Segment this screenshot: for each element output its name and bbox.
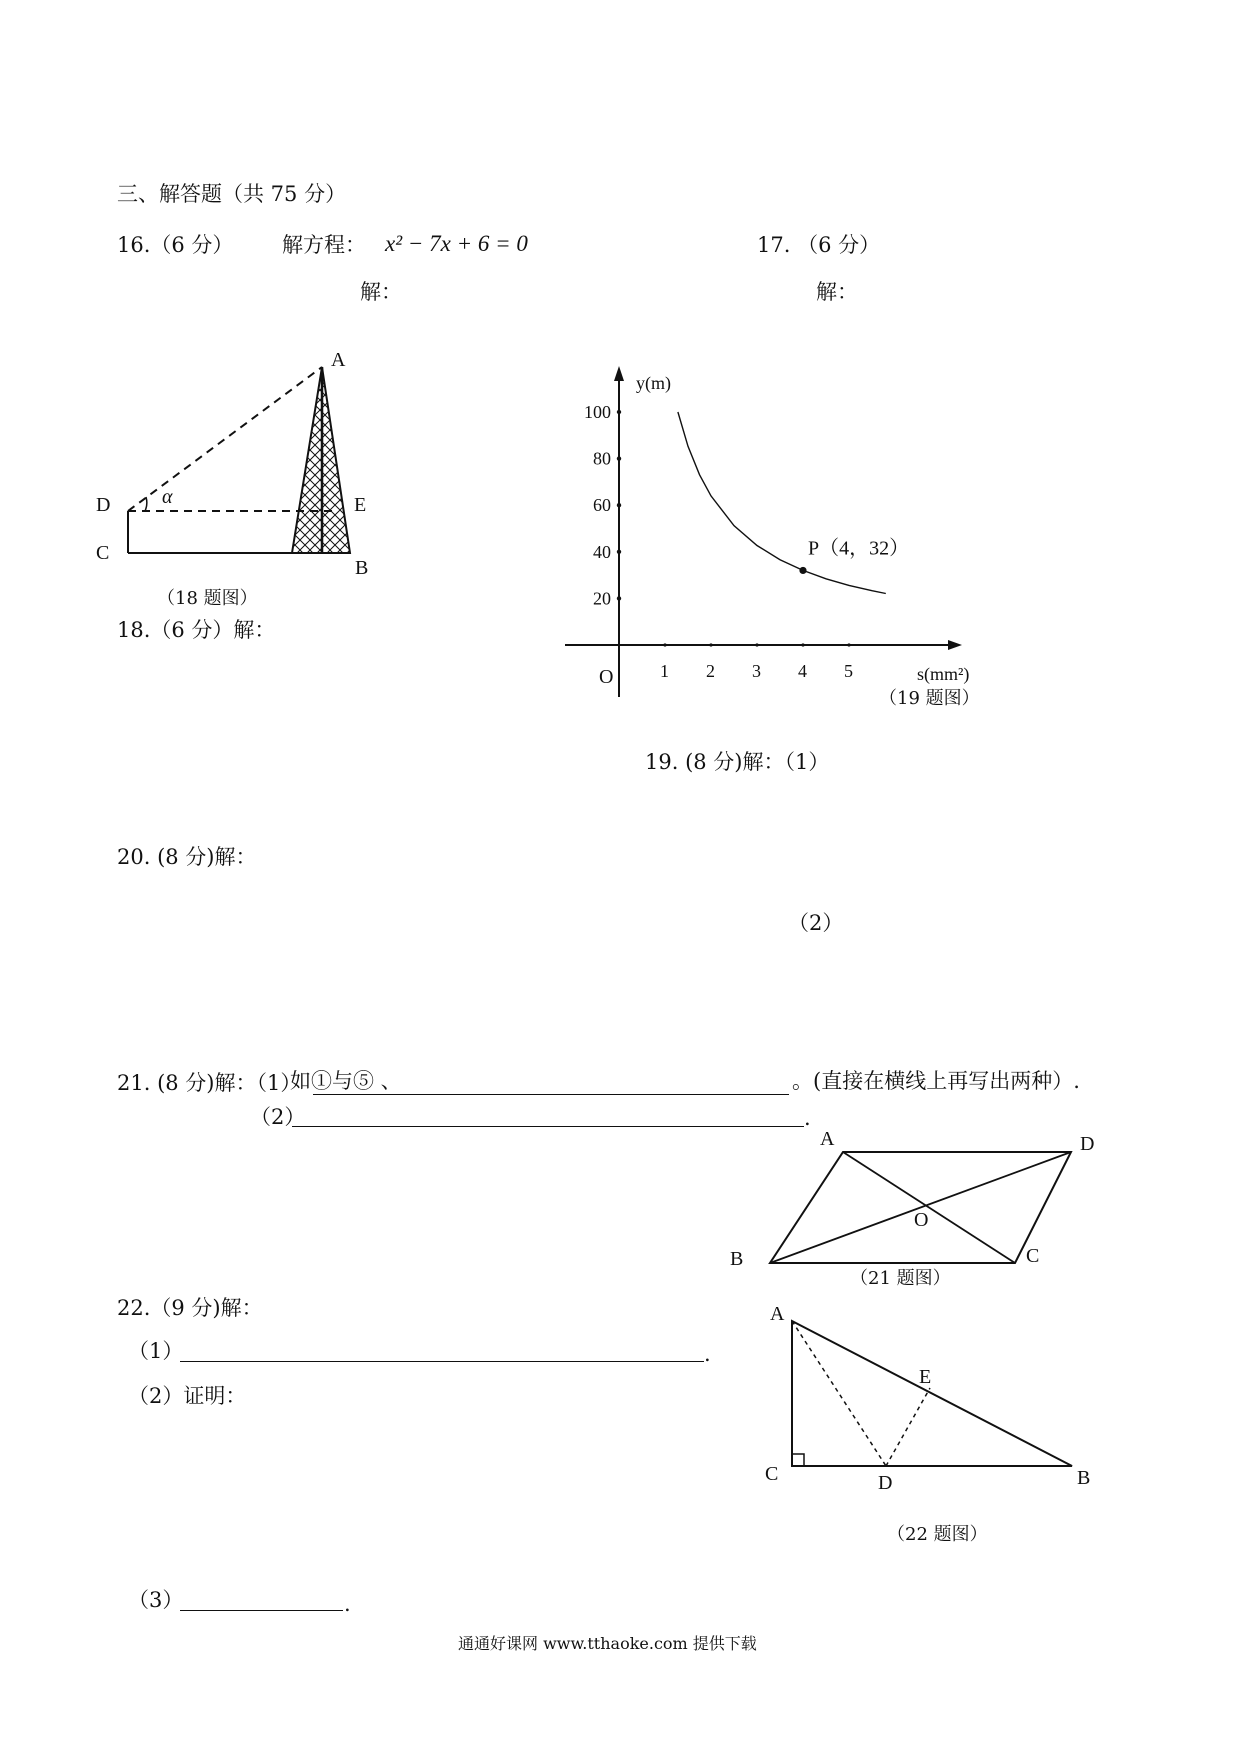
label-c: C — [765, 1463, 779, 1485]
x-axis-arrow — [948, 640, 962, 650]
label-e: E — [919, 1366, 932, 1388]
x-tick-2 — [709, 643, 712, 646]
label-e: E — [354, 494, 367, 516]
figure-21-parallelogram — [730, 1128, 1094, 1289]
q22-part1: （1） — [128, 1339, 184, 1363]
q21-head: 21. (8 分)解：（1） — [117, 1071, 302, 1095]
x-tick-label-4: 4 — [798, 661, 807, 681]
x-tick-4 — [801, 643, 804, 646]
y-tick-60 — [617, 503, 621, 507]
x-tick-label-2: 2 — [706, 661, 715, 681]
q18-head: 18.（6 分）解： — [117, 618, 276, 642]
label-b: B — [730, 1248, 744, 1270]
point-p — [799, 567, 806, 574]
q22-head: 22.（9 分)解： — [117, 1296, 263, 1320]
q21-part2-end: . — [804, 1106, 811, 1130]
x-tick-3 — [755, 643, 758, 646]
x-tick-label-3: 3 — [752, 661, 761, 681]
q22-part2: （2）证明： — [128, 1384, 247, 1408]
footer-note: 通通好课网 www.tthaoke.com 提供下载 — [458, 1634, 757, 1653]
section-title: 三、解答题（共 75 分） — [117, 182, 347, 206]
q22-part3-end: . — [344, 1592, 351, 1616]
q21-instruction: 。(直接在横线上再写出两种）. — [792, 1069, 1080, 1093]
dashed-de — [886, 1388, 930, 1466]
label-a: A — [331, 349, 346, 371]
figure-22-caption: （22 题图） — [887, 1524, 988, 1545]
label-c: C — [96, 542, 110, 564]
q20-head: 20. (8 分)解： — [117, 845, 257, 869]
q21-part2: （2） — [250, 1105, 306, 1129]
dashed-ad — [792, 1321, 886, 1466]
figure-18-tower — [96, 349, 368, 609]
label-a: A — [770, 1303, 785, 1325]
figure-18-caption: （18 题图） — [157, 588, 258, 609]
x-tick-1 — [663, 643, 666, 646]
y-tick-20 — [617, 596, 621, 600]
series-curve — [678, 412, 886, 594]
y-tick-40 — [617, 550, 621, 554]
q22-part1-end: . — [704, 1342, 711, 1366]
q16-task: 解方程： — [282, 233, 366, 257]
label-b: B — [355, 557, 369, 579]
y-tick-100 — [617, 410, 621, 414]
figure-21-caption: （21 题图） — [850, 1268, 951, 1289]
y-tick-label-80: 80 — [593, 448, 611, 469]
y-axis-label: y(m) — [636, 373, 671, 393]
label-d: D — [96, 494, 111, 516]
right-angle-mark — [792, 1454, 804, 1466]
q22-part3: （3） — [128, 1588, 184, 1612]
triangle-abc — [792, 1321, 1072, 1466]
y-tick-label-40: 40 — [593, 541, 611, 562]
q16-equation: x² − 7x + 6 = 0 — [385, 231, 528, 256]
y-tick-label-100: 100 — [584, 402, 611, 422]
label-c: C — [1026, 1245, 1040, 1267]
label-o: O — [914, 1209, 929, 1231]
q17-head: 17. （6 分） — [757, 233, 881, 257]
x-axis-label: s(mm²) — [917, 664, 970, 684]
figure-19-chart — [565, 366, 980, 709]
label-d: D — [1080, 1133, 1095, 1155]
origin-label: O — [599, 666, 614, 688]
figure-22-triangle — [765, 1303, 1090, 1545]
q19-head: 19. (8 分)解：（1） — [645, 750, 830, 774]
q16-answer-label: 解： — [360, 280, 402, 304]
y-tick-80 — [617, 456, 621, 460]
x-tick-5 — [847, 643, 850, 646]
point-p-label: P（4，32） — [808, 537, 910, 560]
q17-answer-label: 解： — [816, 280, 858, 304]
y-tick-label-60: 60 — [593, 495, 611, 516]
x-tick-label-5: 5 — [844, 661, 853, 681]
label-b: B — [1077, 1467, 1091, 1489]
label-alpha: α — [162, 486, 173, 508]
diagonal-ac — [843, 1152, 1015, 1263]
q16-head: 16.（6 分） — [117, 233, 234, 257]
q21-example: 如①与⑤ 、 — [290, 1069, 402, 1093]
y-tick-label-20: 20 — [593, 588, 611, 609]
figure-19-caption: （19 题图） — [879, 688, 980, 709]
x-tick-label-1: 1 — [660, 661, 669, 681]
label-d: D — [878, 1472, 893, 1494]
sight-line-da — [128, 367, 322, 511]
q19-part2: （2） — [788, 911, 844, 935]
label-a: A — [820, 1128, 835, 1150]
y-axis-arrow — [614, 366, 624, 381]
